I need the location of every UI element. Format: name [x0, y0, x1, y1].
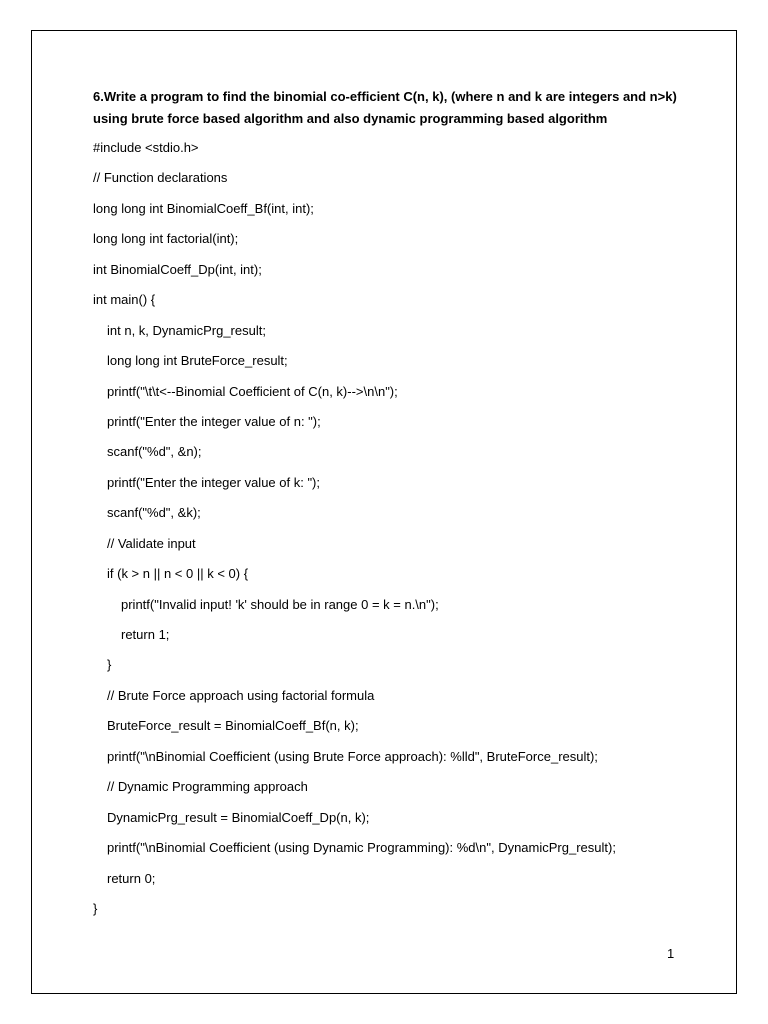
code-listing [93, 138, 616, 929]
code-line: printf("\nBinomial Coefficient (using Brute Force approach): %lld", BruteForce_result); [107, 748, 598, 764]
code-line: if (k > n || n < 0 || k < 0) { [107, 566, 249, 582]
code-line: DynamicPrg_result = BinomialCoeff_Dp(n, k); [107, 809, 370, 825]
question-heading: 6.Write a program to find the binomial co-efficient C(n, k), (where n and k are integers and n>k) using brute force based algorithm and also dynamic programming based algorithm [93, 89, 677, 126]
code-line: int BinomialCoeff_Dp(int, int); [93, 261, 262, 277]
code-line: // Function declarations [93, 170, 228, 186]
code-line: printf("Invalid input! 'k' should be in range 0 = k = n.\n"); [121, 596, 439, 612]
code-line: scanf("%d", &k); [107, 505, 201, 521]
code-line: return 1; [121, 627, 170, 642]
code-line: // Brute Force approach using factorial formula [107, 687, 375, 703]
code-line: printf("Enter the integer value of k: "); [107, 474, 320, 490]
code-line: long long int factorial(int); [93, 231, 239, 247]
code-line: } [93, 900, 98, 916]
code-line: printf("\nBinomial Coefficient (using Dynamic Programming): %d\n", DynamicPrg_result); [107, 840, 616, 856]
code-line: long long int BruteForce_result; [107, 353, 288, 369]
code-line: // Dynamic Programming approach [107, 779, 308, 795]
code-line: } [107, 657, 112, 673]
code-line: BruteForce_result = BinomialCoeff_Bf(n, k); [107, 718, 359, 734]
code-line: printf("Enter the integer value of n: "); [107, 413, 321, 429]
code-line: int n, k, DynamicPrg_result; [107, 322, 266, 338]
code-line: long long int BinomialCoeff_Bf(int, int); [93, 200, 314, 216]
code-line: return 0; [107, 870, 156, 886]
code-line: #include <stdio.h> [93, 140, 199, 155]
code-line: int main() { [93, 292, 156, 308]
code-line: printf("\t\t<--Binomial Coefficient of C(n, k)-->\n\n"); [107, 383, 398, 399]
code-line: scanf("%d", &n); [107, 444, 202, 460]
code-line: // Validate input [107, 535, 196, 551]
page-number: 1 [667, 946, 675, 961]
